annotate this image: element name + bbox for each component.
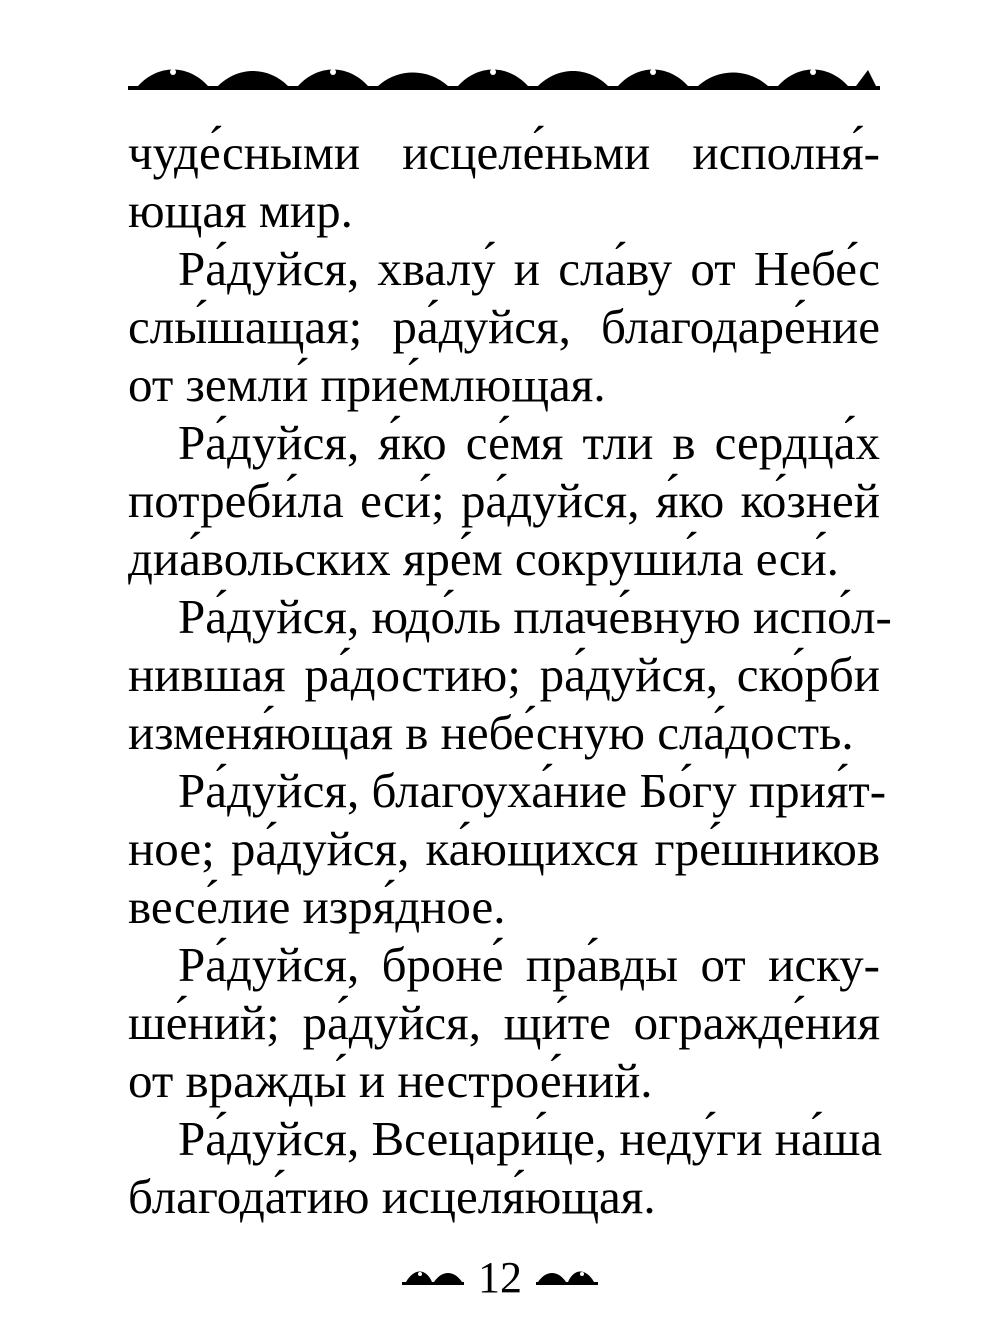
- paragraph: [128, 124, 880, 240]
- text-line: Ра́дуйся, броне́ пра́вды от иску-: [178, 937, 880, 992]
- paragraph: [128, 240, 880, 414]
- left-footer-ornament-icon: [398, 1264, 468, 1290]
- text-line: Ра́дуйся, хвалу́ и сла́ву от Небе́с: [178, 241, 880, 296]
- text-line: от земли́ прие́млющая.: [128, 357, 606, 412]
- paragraph: [128, 1110, 883, 1226]
- page-footer: [0, 1252, 1000, 1302]
- text-line: ное; ра́дуйся, ка́ющихся гре́шников: [128, 821, 880, 876]
- paragraph: [128, 414, 880, 588]
- text-line: Ра́дуйся, благоуха́ние Бо́гу прия́т-: [178, 763, 887, 818]
- page-number: 12: [478, 1252, 522, 1302]
- text-line: ше́ний; ра́дуйся, щи́те огражде́ния: [128, 995, 880, 1050]
- text-line: Ра́дуйся, я́ко се́мя тли в сердца́х: [178, 415, 880, 470]
- text-line: диа́вольских яре́м сокруши́ла еси́.: [128, 531, 839, 586]
- text-line: нившая ра́достию; ра́дуйся, ско́рби: [128, 647, 880, 702]
- text-line: потреби́ла еси́; ра́дуйся, я́ко ко́зней: [128, 473, 880, 528]
- text-line: Ра́дуйся, юдо́ль плаче́вную испо́л-: [178, 589, 892, 644]
- text-line: от вражды́ и нестрое́ний.: [128, 1053, 653, 1108]
- text-line: весе́лие изря́дное.: [128, 879, 506, 934]
- decorative-header-ornament: [128, 62, 880, 96]
- paragraph: [128, 936, 880, 1110]
- prayer-text: [128, 124, 892, 1226]
- text-line: благода́тию исцеля́ющая.: [128, 1169, 656, 1224]
- text-line: ющая мир.: [128, 183, 353, 238]
- text-line: Ра́дуйся, Всецари́це, неду́ги на́ша: [178, 1111, 883, 1166]
- paragraph: [128, 762, 887, 936]
- text-line: чуде́сными исцеле́ньми исполня́-: [128, 125, 880, 180]
- text-line: слы́шащая; ра́дуйся, благодаре́ние: [128, 299, 880, 354]
- text-line: изменя́ющая в небе́сную сла́дость.: [128, 705, 854, 760]
- paragraph: [128, 588, 892, 762]
- right-footer-ornament-icon: [532, 1264, 602, 1290]
